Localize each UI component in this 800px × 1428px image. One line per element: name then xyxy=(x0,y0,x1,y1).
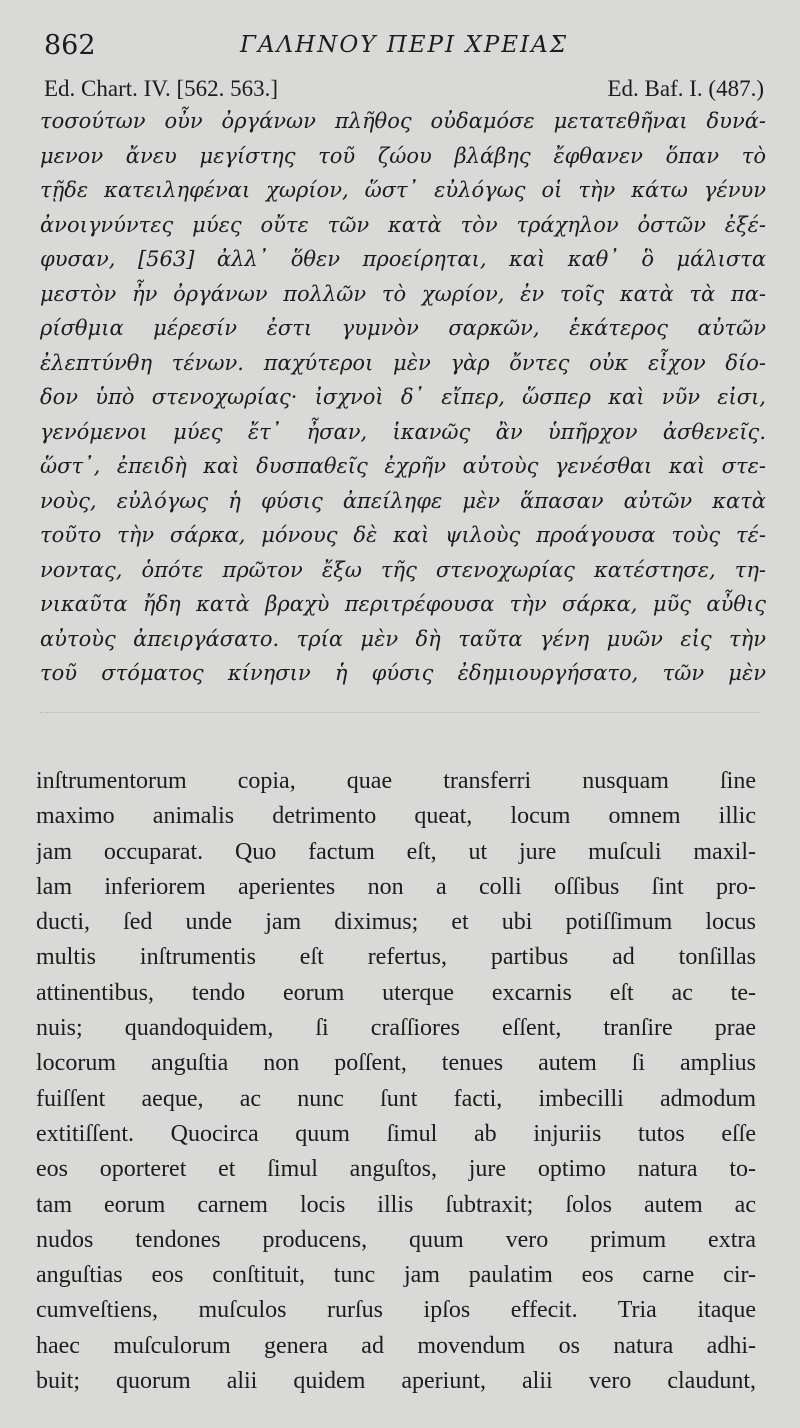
edition-reference-line xyxy=(44,76,764,106)
greek-line: δον ὑπὸ στενοχωρίας· ἰσχνοὶ δ᾽ εἴπερ, ὥσπερ καὶ νῦν εἰσι, xyxy=(40,385,766,409)
greek-line: ρίσθμια μέρεσίν ἐστι γυμνὸν σαρκῶν, ἑκάτερος αὐτῶν xyxy=(40,316,766,340)
latin-line: nuis; quandoquidem, ſi craſſiores eſſent, tranſire prae xyxy=(36,1015,756,1042)
latin-line: lam inferiorem aperientes non a colli oſſibus ſint pro- xyxy=(36,873,756,900)
latin-text-block xyxy=(36,764,756,1399)
greek-line: νικαῦτα ἤδη κατὰ βραχὺ περιτρέφουσα τὴν σάρκα, μῦς αὖθις xyxy=(40,592,766,616)
greek-line: τῇδε κατειληφέναι χωρίον, ὥστ᾽ εὐλόγως οἱ τὴν κάτω γένυν xyxy=(40,178,766,202)
edition-chartier-reference: Ed. Chart. IV. [562. 563.] xyxy=(44,76,279,101)
latin-line: maximo animalis detrimento queat, locum omnem illic xyxy=(36,803,756,830)
greek-text-block xyxy=(40,104,766,691)
latin-line: ducti, ſed unde jam diximus; et ubi potiſſimum locus xyxy=(36,909,756,936)
edition-basel-reference: Ed. Baf. I. (487.) xyxy=(607,76,764,101)
latin-line: haec muſculorum genera ad movendum os natura adhi- xyxy=(36,1332,756,1359)
greek-line: τοῦτο τὴν σάρκα, μόνους δὲ καὶ ψιλοὺς προάγουσα τοὺς τέ- xyxy=(40,523,766,547)
greek-line: ἐλεπτύνθη τένων. παχύτεροι μὲν γὰρ ὄντες οὐκ εἶχον δίο- xyxy=(40,350,766,375)
greek-line: τοσούτων οὖν ὀργάνων πλῆθος οὐδαμόσε μετατεθῆναι δυνά- xyxy=(40,109,766,133)
latin-line: nudos tendones producens, quum vero primum extra xyxy=(36,1226,756,1253)
page-number: 862 xyxy=(44,30,96,61)
greek-line: νοντας, ὁπότε πρῶτον ἔξω τῆς στενοχωρίας κατέστησε, τη- xyxy=(40,557,766,582)
greek-line: μενον ἄνευ μεγίστης τοῦ ζώου βλάβης ἔφθανεν ὅπαν τὸ xyxy=(40,143,766,168)
greek-line: τοῦ στόματος κίνησιν ἡ φύσις ἐδημιουργήσατο, τῶν μὲν xyxy=(40,661,766,685)
latin-line: extitiſſent. Quocirca quum ſimul ab injuriis tutos eſſe xyxy=(36,1120,756,1147)
greek-line: ἀνοιγνύντες μύες οὔτε τῶν κατὰ τὸν τράχηλον ὀστῶν ἐξέ- xyxy=(40,212,766,237)
latin-line: eos oporteret et ſimul anguſtos, jure optimo natura to- xyxy=(36,1156,756,1183)
latin-line: cumveſtiens, muſculos rurſus ipſos effecit. Tria itaque xyxy=(36,1297,756,1324)
latin-line: inſtrumentorum copia, quae transferri nusquam ſine xyxy=(36,768,756,794)
greek-line: γενόμενοι μύες ἔτ᾽ ἦσαν, ἱκανῶς ἂν ὑπῆρχον ἀσθενεῖς. xyxy=(40,419,766,444)
page-header xyxy=(44,30,764,64)
greek-line: φυσαν, [563] ἀλλ᾽ ὅθεν προείρηται, καὶ καθ᾽ ὃ μάλιστα xyxy=(40,247,766,271)
greek-line: αὐτοὺς ἀπειργάσατο. τρία μὲν δὴ ταῦτα γένη μυῶν εἰς τὴν xyxy=(40,626,766,651)
latin-line: jam occuparat. Quo factum eſt, ut jure muſculi maxil- xyxy=(36,838,756,865)
latin-line: buit; quorum alii quidem aperiunt, alii vero claudunt, xyxy=(36,1368,756,1395)
latin-line: tam eorum carnem locis illis ſubtraxit; ſolos autem ac xyxy=(36,1191,756,1218)
greek-line: νοὺς, εὐλόγως ἡ φύσις ἀπείληφε μὲν ἅπασαν αὐτῶν κατὰ xyxy=(40,488,766,513)
latin-line: attinentibus, tendo eorum uterque excarnis eſt ac te- xyxy=(36,979,756,1006)
greek-line: μεστὸν ἦν ὀργάνων πολλῶν τὸ χωρίον, ἐν τοῖς κατὰ τὰ πα- xyxy=(40,281,766,306)
latin-line: anguſtias eos conſtituit, tunc jam paulatim eos carne cir- xyxy=(36,1262,756,1289)
latin-line: locorum anguſtia non poſſent, tenues autem ſi amplius xyxy=(36,1050,756,1077)
latin-line: multis inſtrumentis eſt refertus, partibus ad tonſillas xyxy=(36,944,756,971)
greek-line: ὥστ᾽, ἐπειδὴ καὶ δυσπαθεῖς ἐχρῆν αὐτοὺς γενέσθαι καὶ στε- xyxy=(40,454,766,478)
running-title: ΓΑΛΗΝΟΥ ΠΕΡΙ ΧΡΕΙΑΣ xyxy=(239,32,569,58)
bleed-through-divider xyxy=(40,712,760,714)
latin-line: fuiſſent aeque, ac nunc ſunt facti, imbecilli admodum xyxy=(36,1085,756,1112)
